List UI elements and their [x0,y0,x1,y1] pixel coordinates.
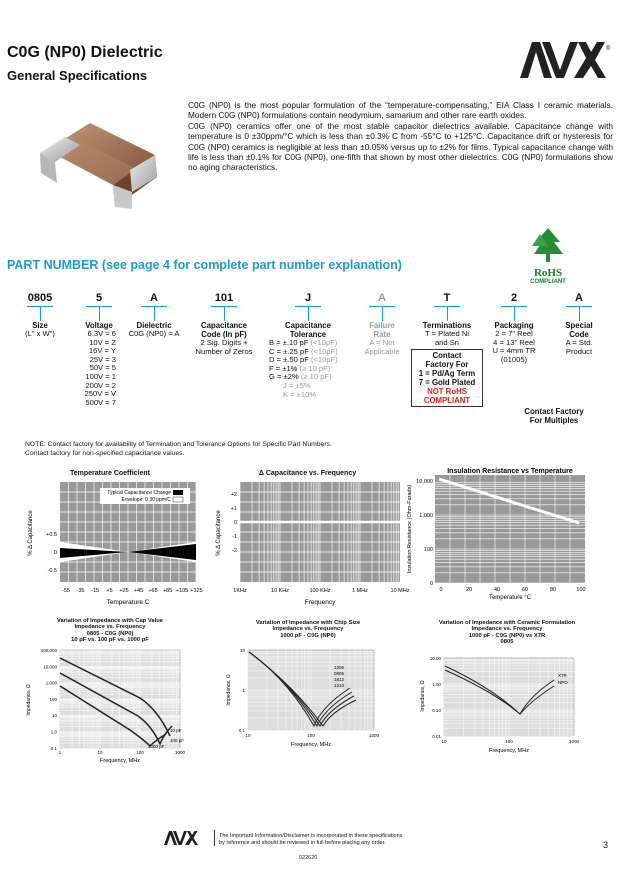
pn-packaging-line: 4 = 13" Reel [493,337,535,347]
pn-terminations-box-red: NOT RoHS [427,387,467,397]
imp2-label: 1206 [334,665,345,670]
tc-y-tick: 0 [53,550,57,556]
tc-y-tick: -0.5 [47,568,57,574]
freq-x-tick: 10 KHz [270,588,290,594]
pn-tolerance-note: (<10pF) [310,346,338,356]
imp2-y-tick: 0.1 [238,728,245,733]
imp3-plot [412,644,602,774]
pn-tolerance-head2: Tolerance [289,330,327,339]
doc-number: 022620 [299,855,318,861]
registered-mark: ® [606,46,611,52]
pn-failure-line: Applicable [364,346,400,356]
imp2-plot [218,640,398,770]
pn-capcode [186,291,262,356]
ir-ylabel: Insulation Resistance (Ohm-Farads) [407,484,413,574]
chart-title: Temperature Coefficient [70,470,150,477]
imp3-y-tick: 0.10 [432,708,441,713]
imp3-xlabel: Frequency, MHz [489,748,529,754]
chart-title-2: Impedance vs. Frequency [471,626,543,633]
ir-plot [405,465,600,605]
pn-tolerance-note: (<10pF) [310,355,338,365]
pn-packaging-line: (01005) [500,354,528,364]
pn-packaging-code: 2 [510,292,518,304]
ir-x-tick: 40 [493,587,501,593]
pn-terminations-box [411,349,483,407]
pn-dielectric-line: C0G (NP0) = A [128,329,180,338]
pn-tolerance-line: J = ±5% [283,380,311,390]
chart-title: Variation of Impedance with Ceramic Formulation [438,620,576,626]
pn-voltage-line: 250V = V [84,389,116,399]
tc-y-tick: +0.5 [46,532,57,538]
imp1-x-tick: 10 [97,750,103,755]
imp1-x-tick: 100 [136,750,144,755]
pn-failure-head: Failure [369,321,395,330]
pn-tolerance-note: (<10pF) [310,338,338,347]
pn-capcode-code: 101 [214,292,234,304]
ir-x-tick: 60 [521,587,529,593]
tc-x-tick: +105 [175,588,189,594]
chart-title: Variation of Impedance with Cap Value [57,618,163,624]
ir-x-tick: 20 [465,587,473,593]
pn-voltage-line: 25V = 3 [89,354,116,364]
tc-x-tick: +85 [162,588,173,594]
pn-failure-head2: Rate [373,330,391,339]
description [188,100,613,173]
imp3-y-tick: 1.00 [432,682,441,687]
freq-x-tick: 1KHz [233,588,247,594]
freq-y-tick: -1 [232,534,237,540]
pn-terminations-head: Terminations [422,321,472,330]
ir-xlabel: Temperature °C [488,595,532,601]
pn-tolerance-code: J [304,292,312,304]
pn-capcode-line: Number of Zeros [195,346,253,356]
pn-special-line: A = Std. [565,338,593,347]
chart-temperature-coefficient [20,470,203,606]
imp2-label: 1210 [334,683,345,688]
tc-legend-1: Typical Capacitance Change [107,490,171,496]
tc-x-tick: +125 [190,588,203,594]
freq-y-tick: +2 [230,492,237,498]
imp1-y-tick: 1,000 [45,680,57,686]
capacitor-chip-image [35,115,165,210]
freq-x-tick: 1 MHz [352,588,368,594]
imp3-titles [412,620,602,646]
chart-ir-vs-temperature [405,465,600,605]
pn-capcode-head2: Code (In pF) [201,330,247,339]
pn-voltage-line: 200V = 2 [85,380,116,390]
freq-x-tick: 10 MHz [390,588,410,594]
freq-y-tick: -2 [232,548,237,554]
page-subtitle: General Specifications [7,68,148,83]
pn-voltage-line: 500V = 7 [85,397,116,407]
imp3-label-npo: NPO [558,680,568,685]
pn-failure-line: A = Not [369,338,395,347]
rohs-badge [518,228,578,285]
chart-title-4: 0805 [500,639,514,646]
tc-legend-swatch [173,497,183,502]
imp3-label-x7r: X7R [558,673,567,678]
imp2-x-tick: 1000 [368,733,380,738]
freq-ylabel: % Δ Capacitance [216,510,222,556]
chart-impedance-chip-size [218,620,398,770]
tc-plot [20,478,203,606]
pn-failure [352,291,412,356]
pn-tolerance-head: Capacitance [285,321,331,330]
pn-tolerance-note: (≥ 10 pF) [299,363,331,373]
pn-terminations [410,291,484,407]
rohs-sub: COMPLIANT [530,279,566,285]
imp1-y-tick: 0.1 [50,745,57,751]
pn-failure-code: A [378,292,386,304]
ir-y-tick: 0 [429,581,433,587]
pn-tolerance-line: C = ±.25 pF [269,346,311,356]
pn-special-line: Product [565,346,593,356]
pn-dielectric-head: Dielectric [136,321,172,330]
tc-xlabel: Temperature C [106,599,150,606]
pn-dielectric [122,291,186,339]
imp2-x-tick: 100 [307,733,315,738]
pn-terminations-line: and Sn [434,337,460,347]
pn-tolerance-line: F = ±1% [269,363,300,373]
imp1-ylabel: Impedance, Ω [26,684,32,716]
description-para-1: C0G (NP0) is the most popular formulation of the “temperature-compensating,” EIA Class I ceramic materials. Modern C0G (NP0) formulations contain neodymium, samarium and other rare earth oxides. [188,100,613,121]
pn-tolerance [266,291,350,399]
tc-x-tick: -55 [62,588,70,594]
pn-tolerance-note: (≥ 10 pF) [300,372,332,382]
chart-title: Variation of Impedance with Chip Size [255,620,361,626]
pn-terminations-box-red: COMPLIANT [423,396,471,406]
part-number-title: PART NUMBER (see page 4 for complete part number explanation) [7,258,402,272]
imp1-label-100pf: 100 pF [170,738,185,743]
tc-x-tick: -15 [91,588,99,594]
tree-icon [530,228,566,262]
imp1-x-tick: 1 [58,750,62,755]
rohs-label: RoHS [533,267,563,279]
pn-tolerance-line: K = ±10% [283,389,317,399]
chart-title-3: 1000 pF - C0G (NP0) vs X7R [468,632,546,639]
imp1-y-tick: 100,000 [40,648,57,653]
imp2-xlabel: Frequency, MHz [291,742,331,748]
imp3-x-tick: 1000 [568,739,580,744]
imp3-y-tick: 0.01 [432,734,441,739]
imp1-plot [20,638,200,768]
footer-divider [214,830,215,846]
imp1-y-tick: 100 [49,696,57,702]
pn-special-head: Special [565,321,593,330]
note-text: NOTE: Contact factory for availability of Termination and Tolerance Options for Specific Part Numbers. Contact factory for non-specified capacitance values. [25,441,332,457]
pn-tolerance-line: B = ±.10 pF [269,338,311,347]
tc-ylabel: % Δ Capacitance [28,510,34,556]
imp1-label-1000pf: 1000 pF [148,744,165,749]
pn-voltage-line: 6.3V = 6 [87,329,116,338]
imp1-y-tick: 10 [51,713,57,719]
ir-x-tick: 100 [576,587,586,593]
imp1-x-tick: 1000 [174,750,186,755]
chart-title: Δ Capacitance vs. Frequency [258,470,357,477]
pn-size [14,291,66,339]
imp3-x-tick: 10 [441,739,447,744]
pn-size-line: (L" x W") [25,329,55,338]
pn-special-head2: Code [569,330,589,339]
imp2-y-tick: 1 [242,688,245,693]
ir-x-tick: 0 [439,587,443,593]
chart-title: Insulation Resistance vs Temperature [447,468,573,475]
pn-voltage-code: 5 [95,292,103,304]
pn-packaging-head: Packaging [494,321,534,330]
freq-xlabel: Frequency [304,599,336,606]
description-para-2: C0G (NP0) ceramics offer one of the most stable capacitor dielectrics available. Capacitance change with temperature is 0 ±30ppm/°C which is less than ±0.3% C from -55°C to +125°C. Capacitance drift or hysteresis for C0G (NP0) ceramics is negligible at less than ±0.05% versus up to ±2% for films. Typical capacitance change with life is less than ±0.1% for C0G (NP0), one-fifth that shown by most other dielectrics. C0G (NP0) formulations show no aging characteristics. [188,120,613,173]
tc-x-tick: +5 [106,588,113,594]
footer-line: The Important Information/Disclaimer is incorporated in these specifications [219,833,403,839]
chart-title-4: 10 pF vs. 100 pF vs. 1000 pF [71,637,149,644]
imp2-y-tick: 10 [239,648,245,653]
imp3-x-tick: 100 [505,739,513,744]
pn-capcode-head: Capacitance [201,321,247,330]
imp2-label: 0805 [334,671,345,676]
pn-voltage-line: 10V = Z [89,337,116,347]
pn-size-head: Size [32,321,48,330]
imp2-x-tick: 10 [245,733,251,738]
ir-y-tick: 10,000 [416,479,433,485]
avx-logo [518,40,613,85]
imp1-y-tick: 10,000 [43,664,57,670]
tc-x-tick: +45 [133,588,144,594]
pn-terminations-box-head: Factory For [425,360,469,370]
imp2-titles [218,620,398,639]
pn-tolerance-line: D = ±.50 pF [269,355,311,365]
chart-title-2: Impedance vs. Frequency [272,626,344,633]
tc-x-tick: +65 [148,588,158,594]
pn-capcode-line: 2 Sig. Digits + [200,338,248,347]
imp1-y-tick: 1.0 [50,729,57,735]
pn-packaging-extra-line: Contact Factory [524,407,584,416]
tc-x-tick: -35 [76,588,85,594]
pn-terminations-code: T [443,292,451,304]
freq-y-tick: 0 [233,520,237,526]
tc-legend-swatch [173,490,183,495]
freq-y-tick: +1 [230,506,237,512]
footer-logo [163,830,213,846]
pn-dielectric-code: A [150,292,158,304]
pn-packaging-extra-line: For Multiples [529,416,579,425]
pn-voltage-line: 100V = 1 [85,371,116,381]
pn-size-code: 0805 [27,292,53,304]
avx-logo-graphic [518,40,613,80]
pn-terminations-box-head: Contact [432,351,462,361]
pn-voltage [76,291,122,407]
imp1-xlabel: Frequency, MHz [100,758,140,764]
pn-special-code: A [575,292,583,304]
imp3-y-tick: 10.00 [429,656,441,661]
pn-terminations-line: T = Plated Ni [425,329,469,338]
pn-tolerance-line: G = ±2% [269,372,301,382]
pn-packaging-line: 2 = 7" Reel [495,329,533,338]
tc-legend-2: Envelope: 0 30 ppm/C [121,497,171,503]
ir-x-tick: 80 [549,587,557,593]
pn-voltage-line: 50V = 5 [89,363,116,373]
imp2-ylabel: Impedance, Ω [226,674,232,706]
page-number: 3 [603,840,609,850]
chart-impedance-formulation [412,620,602,770]
pn-special [554,291,604,356]
imp2-label: 1812 [334,677,345,682]
footer-line: by reference and should be reviewed in full before placing any order. [219,840,386,846]
pn-voltage-line: 16V = Y [88,346,116,356]
chart-title-3: 0805 - C0G (NP0) [86,630,134,637]
chart-impedance-cap-value [20,618,200,768]
chart-title-3: 1000 pF - C0G (NP0) [280,632,336,639]
pn-packaging [484,291,544,364]
ir-y-tick: 1,000 [419,513,433,519]
freq-x-tick: 100 KHz [309,588,331,594]
ir-y-tick: 100 [423,547,433,553]
chart-title-2: Impedance vs. Frequency [74,624,146,631]
pn-packaging-line: U = 4mm TR [492,346,536,356]
pn-terminations-box-line: 7 = Gold Plated [418,378,476,388]
pn-voltage-head: Voltage [85,321,113,330]
tc-x-tick: +25 [119,588,129,594]
footer-disclaimer [219,833,402,847]
pn-terminations-box-line: 1 = Pd/Ag Term [418,369,476,379]
imp3-ylabel: Impedance, Ω [420,680,426,712]
pn-packaging-extra [516,407,592,425]
imp1-label-10pf: 10 pF [170,728,182,733]
page-title: C0G (NP0) Dielectric [7,44,163,61]
